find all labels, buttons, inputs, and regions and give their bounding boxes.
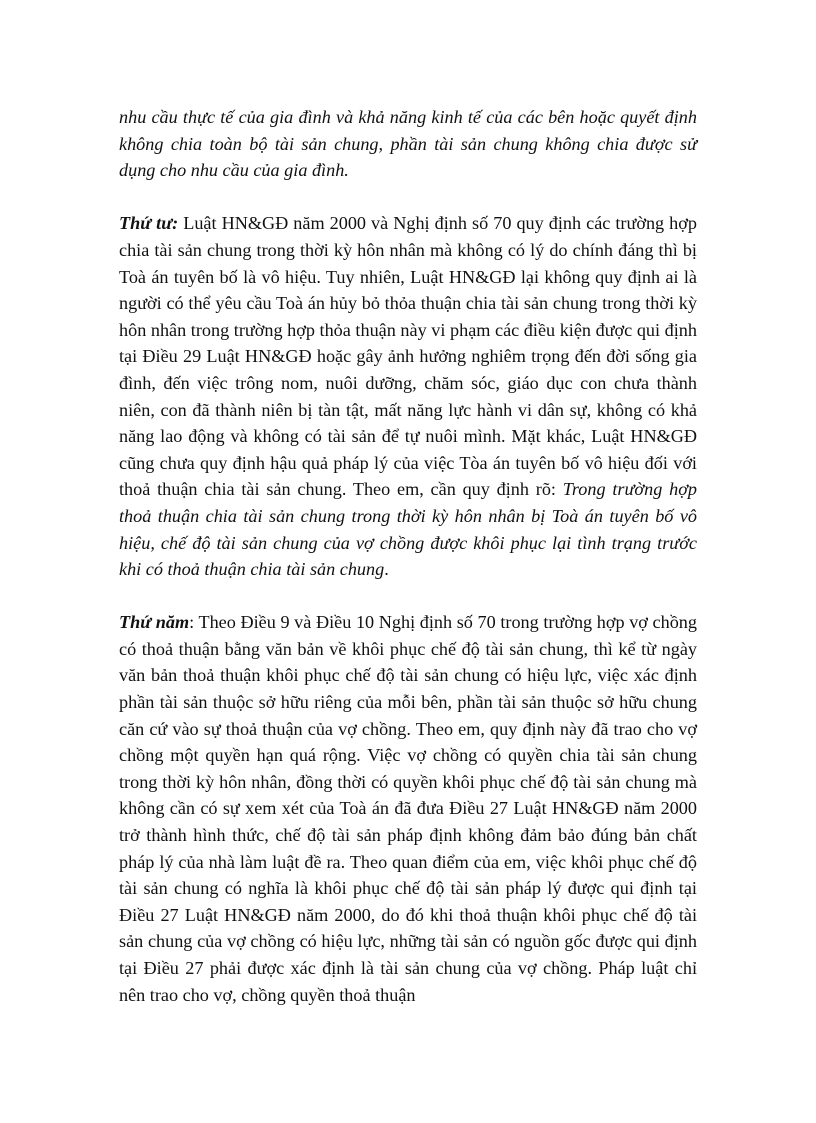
paragraph-thu-tu bbox=[119, 210, 697, 582]
paragraph-end-thu-tu: . bbox=[384, 559, 389, 580]
paragraph-thu-nam bbox=[119, 609, 697, 1008]
paragraph-emphasis-thu-tu: Trong trường hợp thoả thuận chia tài sản chung trong thời kỳ hôn nhân bị Toà án tuyên bố vô hiệu, chế độ tài sản chung của vợ chồng được khôi phục lại tình trạng trước khi có thoả thuận chia tài sản chung bbox=[119, 479, 697, 580]
paragraph-body-thu-nam: : Theo Điều 9 và Điều 10 Nghị định số 70 trong trường hợp vợ chồng có thoả thuận bằng văn bản về khôi phục chế độ tài sản chung, thì kể từ ngày văn bản thoả thuận khôi phục chế độ tài sản chung có hiệu lực, việc xác định phần tài sản thuộc sở hữu riêng của mỗi bên, phần tài sản thuộc sở hữu chung căn cứ vào sự thoả thuận của vợ chồng. Theo em, quy định này đã trao cho vợ chồng một quyền hạn quá rộng. Việc vợ chồng có quyền chia tài sản chung trong thời kỳ hôn nhân, đồng thời có quyền khôi phục chế độ tài sản chung mà không cần có sự xem xét của Toà án đã đưa Điều 27 Luật HN&GĐ năm 2000 trở thành hình thức, chế độ tài sản pháp định không đảm bảo đúng bản chất pháp lý của nhà làm luật đề ra. Theo quan điểm của em, việc khôi phục chế độ tài sản chung có nghĩa là khôi phục chế độ tài sản pháp lý được qui định tại Điều 27 Luật HN&GĐ năm 2000, do đó khi thoả thuận khôi phục chế độ tài sản chung của vợ chồng có hiệu lực, những tài sản có nguồn gốc được qui định tại Điều 27 phải được xác định là tài sản chung của vợ chồng. Pháp luật chỉ nên trao cho vợ, chồng quyền thoả thuận bbox=[119, 612, 697, 1005]
document-body bbox=[119, 104, 697, 1035]
paragraph-lead-thu-nam: Thứ năm bbox=[119, 612, 190, 633]
paragraph-continuation: nhu cầu thực tế của gia đình và khả năng kinh tế của các bên hoặc quyết định không chia toàn bộ tài sản chung, phần tài sản chung không chia được sử dụng cho nhu cầu của gia đình. bbox=[119, 107, 697, 181]
paragraph-body-thu-tu: Luật HN&GĐ năm 2000 và Nghị định số 70 quy định các trường hợp chia tài sản chung trong thời kỳ hôn nhân mà không có lý do chính đáng thì bị Toà án tuyên bố là vô hiệu. Tuy nhiên, Luật HN&GĐ lại không quy định ai là người có thể yêu cầu Toà án hủy bỏ thỏa thuận chia tài sản chung trong thời kỳ hôn nhân trong trường hợp thỏa thuận này vi phạm các điều kiện được qui định tại Điều 29 Luật HN&GĐ hoặc gây ảnh hưởng nghiêm trọng đến đời sống gia đình, đến việc trông nom, nuôi dưỡng, chăm sóc, giáo dục con chưa thành niên, con đã thành niên bị tàn tật, mất năng lực hành vi dân sự, không có khả năng lao động và không có tài sản để tự nuôi mình. Mặt khác, Luật HN&GĐ cũng chưa quy định hậu quả pháp lý của việc Tòa án tuyên bố vô hiệu đối với thoả thuận chia tài sản chung. Theo em, cần quy định rõ: bbox=[119, 213, 697, 500]
paragraph-lead-thu-tu: Thứ tư: bbox=[119, 213, 179, 234]
